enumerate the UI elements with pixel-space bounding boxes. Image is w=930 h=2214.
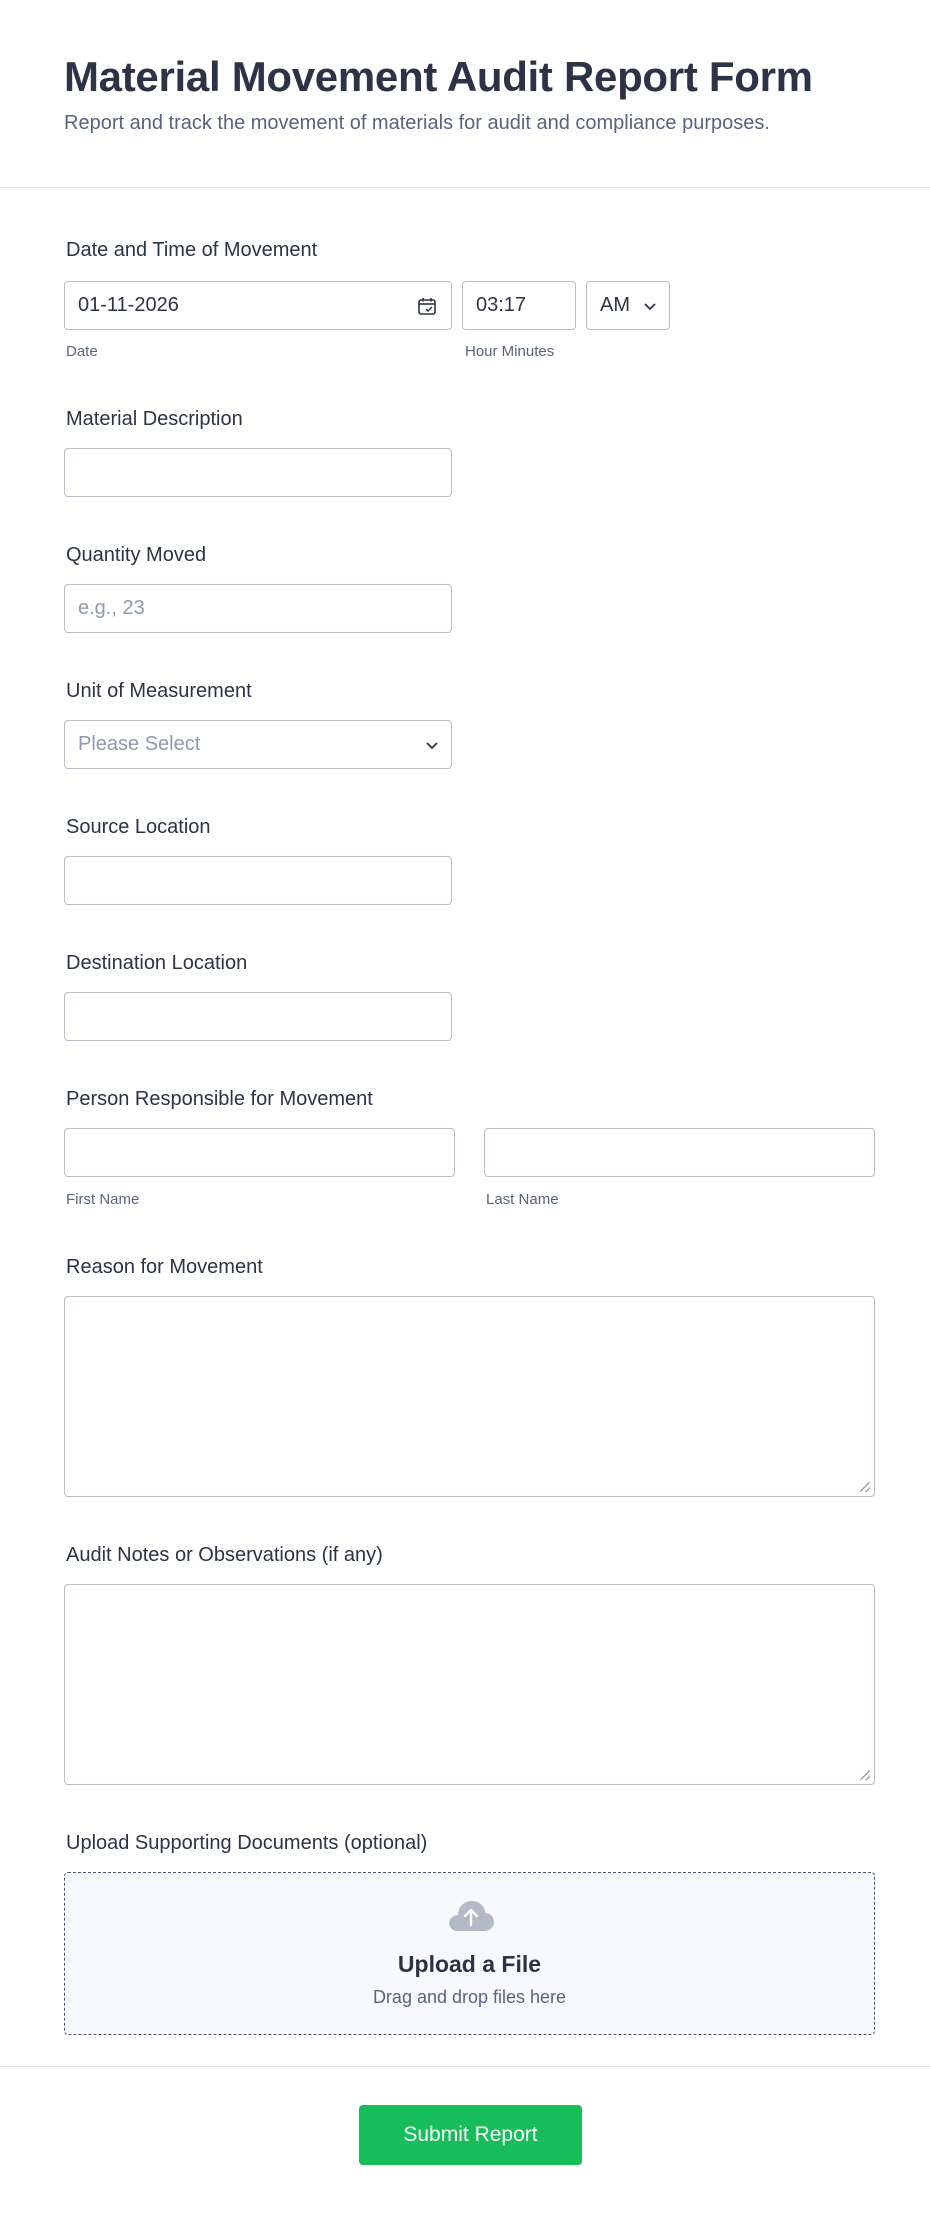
material-description-field — [64, 406, 875, 501]
unit-label: Unit of Measurement — [66, 680, 252, 702]
date-sublabel: Date — [66, 343, 98, 360]
quantity-placeholder: e.g., 23 — [78, 597, 145, 619]
material-description-input[interactable] — [64, 448, 452, 497]
form-header — [0, 0, 930, 188]
ampm-select[interactable] — [586, 281, 670, 330]
cloud-upload-icon — [446, 1897, 496, 1933]
date-value: 01-11-2026 — [78, 294, 179, 316]
audit-notes-textarea[interactable] — [64, 1584, 875, 1785]
source-location-field — [64, 814, 875, 909]
resize-grip-icon[interactable] — [860, 1482, 870, 1492]
unit-select[interactable] — [64, 720, 452, 769]
quantity-field — [64, 542, 875, 637]
chevron-down-icon — [641, 297, 659, 315]
person-responsible-field — [64, 1086, 875, 1216]
upload-field — [64, 1830, 875, 2040]
person-responsible-label: Person Responsible for Movement — [66, 1088, 373, 1110]
first-name-input[interactable] — [64, 1128, 455, 1177]
time-value: 03:17 — [476, 294, 527, 316]
audit-notes-field — [64, 1542, 875, 1787]
form-subtitle: Report and track the movement of materials for audit and compliance purposes. — [64, 112, 770, 134]
calendar-icon[interactable] — [417, 296, 437, 316]
upload-label: Upload Supporting Documents (optional) — [66, 1832, 428, 1854]
resize-grip-icon[interactable] — [860, 1770, 870, 1780]
first-name-sublabel: First Name — [66, 1191, 140, 1208]
reason-textarea[interactable] — [64, 1296, 875, 1497]
reason-label: Reason for Movement — [66, 1256, 263, 1278]
audit-notes-label: Audit Notes or Observations (if any) — [66, 1544, 383, 1566]
ampm-value: AM — [600, 294, 630, 316]
time-input[interactable] — [462, 281, 576, 330]
form-title: Material Movement Audit Report Form — [64, 53, 813, 100]
unit-placeholder: Please Select — [78, 733, 201, 755]
last-name-sublabel: Last Name — [486, 1191, 559, 1208]
destination-location-field — [64, 950, 875, 1045]
quantity-input[interactable] — [64, 584, 452, 633]
upload-dropzone[interactable] — [64, 1872, 875, 2035]
quantity-label: Quantity Moved — [66, 544, 207, 566]
upload-subtitle: Drag and drop files here — [372, 1987, 567, 2007]
source-location-input[interactable] — [64, 856, 452, 905]
destination-location-label: Destination Location — [66, 952, 248, 974]
source-location-label: Source Location — [66, 816, 211, 838]
last-name-input[interactable] — [484, 1128, 875, 1177]
material-description-label: Material Description — [66, 408, 243, 430]
chevron-down-icon — [423, 736, 441, 754]
destination-location-input[interactable] — [64, 992, 452, 1041]
form-footer — [0, 2066, 930, 2214]
upload-title: Upload a File — [397, 1951, 542, 1977]
date-input[interactable] — [64, 281, 452, 330]
datetime-field — [64, 237, 875, 367]
datetime-label: Date and Time of Movement — [66, 239, 318, 261]
time-sublabel: Hour Minutes — [465, 343, 555, 360]
submit-button[interactable]: Submit Report — [359, 2105, 582, 2165]
reason-field — [64, 1254, 875, 1499]
unit-field — [64, 678, 875, 773]
